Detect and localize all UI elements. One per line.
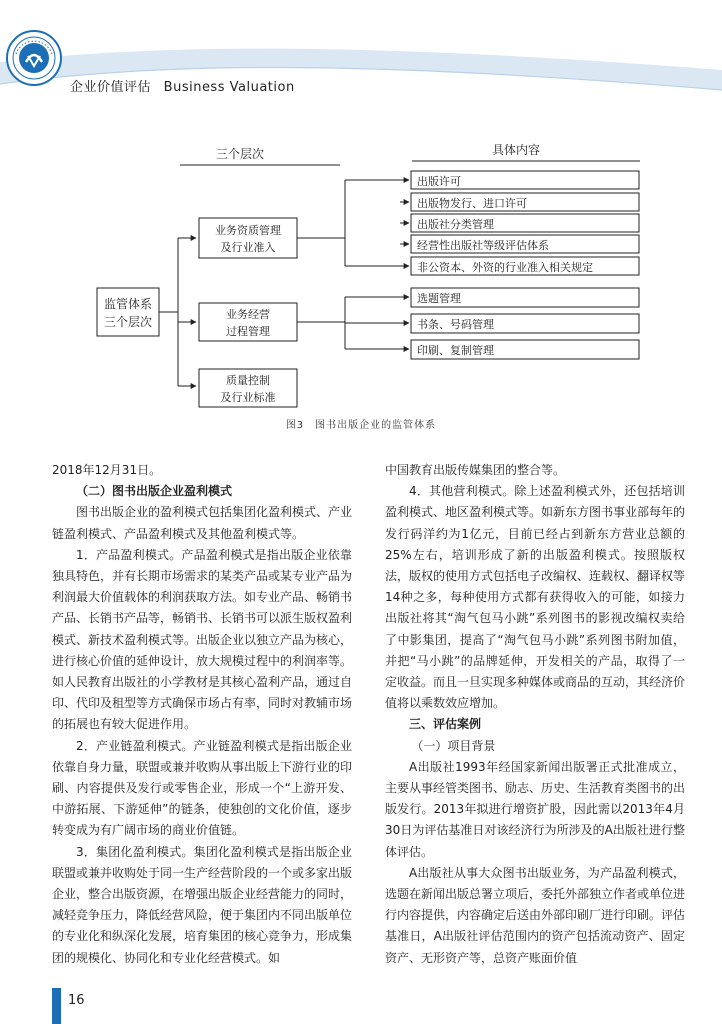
right-heading-2: 三、评估案例: [409, 717, 482, 732]
right-text-column: [385, 460, 685, 969]
leaf-barcode-number-management: 书条、号码管理: [417, 318, 494, 331]
page-marker-bar: [52, 988, 61, 1024]
mid-node-3-line1: 质量控制: [226, 374, 270, 387]
right-paragraph-4: A出版社1993年经国家新闻出版署正式批准成立，主要从事经管类图书、励志、历史、生活教育类图书的出版发行。2013年拟进行增资扩股，因此需以2013年4月30日为评估基准日对该经济行为所涉及的A出版社进行整体评估。: [385, 759, 686, 859]
left-heading-1: （二）图书出版企业盈利模式: [76, 484, 233, 499]
leaf-distribution-import-license: 出版物发行、进口许可: [417, 197, 527, 210]
leaf-topic-management: 选题管理: [417, 292, 461, 305]
page-number: 16: [68, 993, 85, 1008]
left-paragraph-4: 2．产业链盈利模式。产业链盈利模式是指出版企业依靠自身力量，联盟或兼并收购从事出版上下游行业的印刷、内容提供及发行或零售企业，形成一个“上游开发、中游拓展、下游延伸”的链条，使独创的文化价值，逐步转变成为有广阔市场的商业价值链。: [52, 738, 353, 838]
mid-node-1-line2: 及行业准入: [220, 241, 276, 254]
right-paragraph-5: A出版社从事大众图书出版业务，为产品盈利模式，选题在新闻出版总署立项后，委托外部独立作者或单位进行内容提供，内容确定后送由外部印刷厂进行印刷。评估基准日，A出版社评估范围内的资产包括流动资产、固定资产、无形资产等，总资产账面价值: [385, 865, 686, 965]
header-title-cn: 企业价值评估: [70, 80, 152, 95]
mid-node-2-line1: 业务经营: [226, 308, 270, 321]
left-paragraph-0: 2018年12月31日。: [52, 463, 162, 477]
right-paragraph-1: 4．其他营利模式。除上述盈利模式外，还包括培训盈利模式、地区盈利模式等。如新东方图书事业部每年的发行码洋约为1亿元，目前已经占到新东方营业总额的25%左右，培训形成了新的出版盈利模式。按照版权法，版权的使用方式包括电子改编权、连载权、翻译权等14种之多，每种使用方式都有获得收入的可能，如接力出版社将其“淘气包马小跳”系列图书的影视改编权卖给了中影集团，提高了“淘气包马小跳”系列图书附加值，并把“马小跳”的品牌延伸，开发相关的产品，取得了一定收益。而且一旦实现多种媒体或商品的互动，其经济价值将以乘数效应增加。: [385, 484, 686, 711]
leaf-capital-access-rules: 非公资本、外资的行业准入相关规定: [417, 261, 593, 274]
mid-node-2-line2: 过程管理: [226, 325, 270, 338]
left-paragraph-3: 1．产品盈利模式。产品盈利模式是指出版企业依靠独具特色，并有长期市场需求的某类产品或某专业产品为利润最大价值载体的利润获取方法。如专业产品、畅销书产品、长销书产品等，畅销书、长销书可以派生版权盈利模式、新技术盈利模式等。出版企业以独立产品为核心，进行核心价值的延伸设计，放大规模过程中的利润率等。如人民教育出版社的小学教材是其核心盈利产品，通过自印、代印及租型等方式确保市场占有率，同时对教辅市场的拓展也有较大促进作用。: [52, 547, 353, 732]
left-text-column: [52, 460, 352, 969]
left-paragraph-2: 图书出版企业的盈利模式包括集团化盈利模式、产业链盈利模式、产品盈利模式及其他盈利模式等。: [52, 505, 353, 541]
figure-caption: 图3 图书出版企业的监管体系: [285, 420, 437, 431]
diagram-header-levels: 三个层次: [215, 147, 265, 161]
leaf-publishing-license: 出版许可: [417, 175, 461, 188]
running-header: [70, 76, 295, 95]
leaf-classification-management: 出版社分类管理: [417, 218, 494, 231]
diagram-header-content: 具体内容: [491, 143, 541, 157]
mid-node-1-line1: 业务资质管理: [215, 224, 281, 237]
header-title-en: Business Valuation: [163, 80, 295, 95]
institute-logo-icon: [4, 28, 64, 88]
supervision-system-diagram: [0, 130, 722, 460]
right-paragraph-0: 中国教育出版传媒集团的整合等。: [385, 463, 566, 477]
leaf-grade-evaluation: 经营性出版社等级评估体系: [417, 239, 549, 252]
leaf-printing-copying-management: 印刷、复制管理: [417, 344, 494, 357]
left-paragraph-5: 3．集团化盈利模式。集团化盈利模式是指出版企业联盟或兼并收购处于同一生产经营阶段的一个或多家出版企业，整合出版资源，在增强出版企业经营能力的同时，减轻竞争压力，降低经营风险，便于集团内不同出版单位的专业化和纵深化发展，培育集团的核心竞争力，形成集团的规模化、协同化和专业化经营模式。如: [52, 844, 353, 965]
root-node-line1: 监管体系: [103, 297, 153, 311]
right-heading-3: （一）项目背景: [411, 738, 496, 753]
root-node-line2: 三个层次: [103, 315, 153, 329]
mid-node-3-line2: 及行业标准: [220, 391, 276, 404]
